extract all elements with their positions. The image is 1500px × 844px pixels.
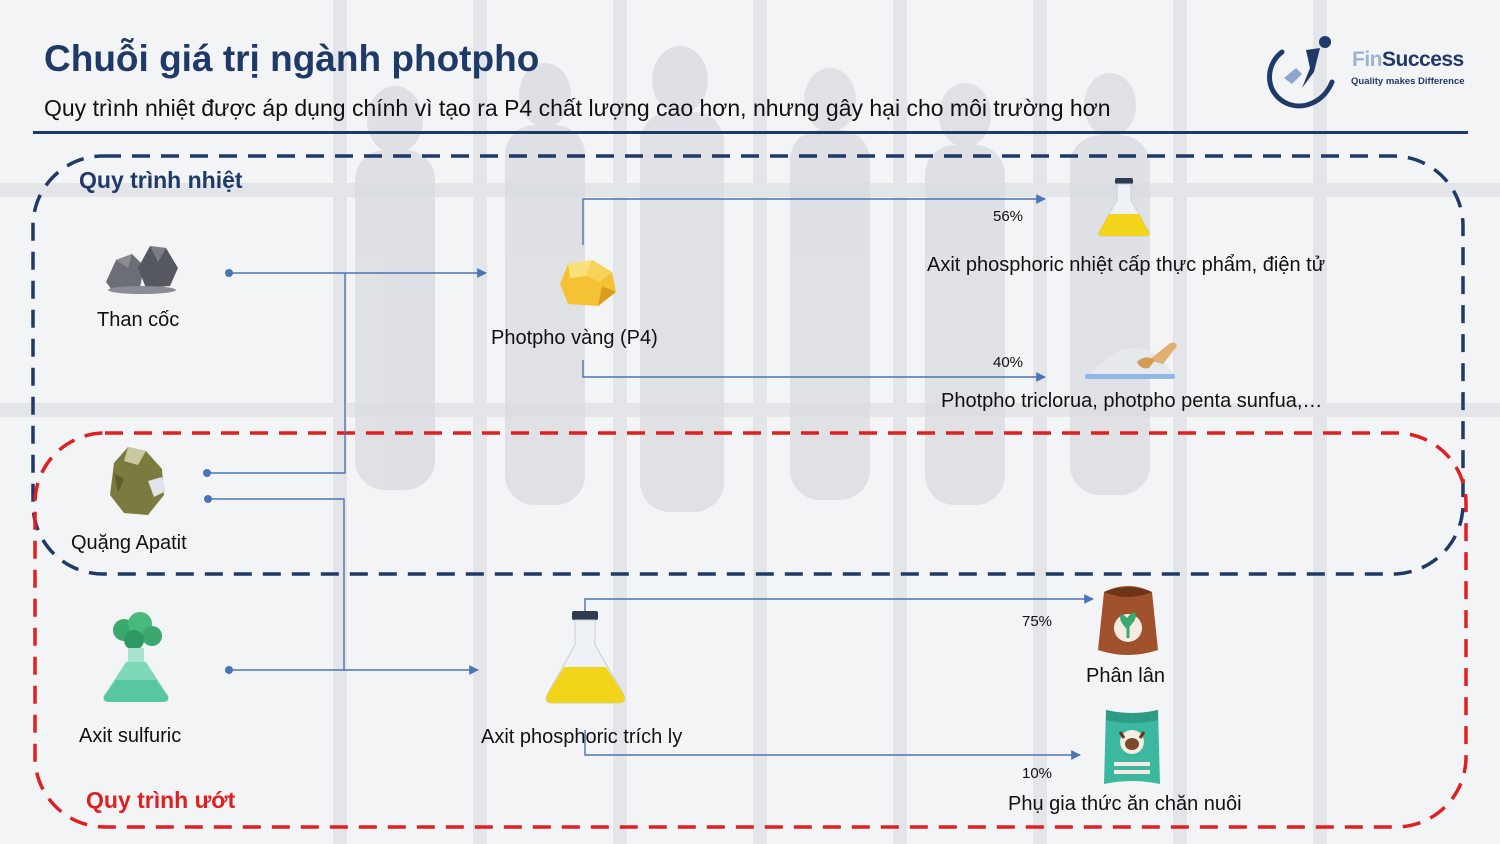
share-chlorides: 40%: [993, 354, 1024, 371]
logo-fin: Fin: [1352, 48, 1382, 71]
connector-p4-chlorides: [583, 360, 1045, 377]
thermal-process-title: Quy trình nhiệt: [79, 167, 243, 193]
logo-success: Success: [1382, 48, 1464, 71]
coal-icon: [102, 238, 182, 294]
share-food-acid: 56%: [993, 208, 1024, 225]
share-feed: 10%: [1022, 765, 1053, 782]
connector-apatite-thermal: [207, 273, 345, 473]
share-fertilizer: 75%: [1022, 613, 1053, 630]
wet-process-border: [35, 433, 1466, 827]
logo-mark-icon: [1262, 34, 1346, 110]
logo-tagline: Quality makes Difference: [1351, 76, 1465, 87]
flask-icon: [544, 611, 628, 705]
dot-coke: [225, 269, 233, 277]
yellow-phosphorus-icon: [552, 256, 620, 310]
input-sulfuric-label: Axit sulfuric: [79, 725, 182, 747]
powder-scoop-icon: [1083, 336, 1183, 384]
output-chlorides-label: Photpho triclorua, photpho penta sunfua,…: [941, 390, 1323, 412]
p4-label: Photpho vàng (P4): [491, 327, 658, 349]
page-title: Chuỗi giá trị ngành photpho: [44, 38, 540, 79]
wet-acid-label: Axit phosphoric trích ly: [481, 726, 683, 748]
connector-p4-food-acid: [583, 199, 1045, 245]
dot-sulfuric: [225, 666, 233, 674]
input-apatite-label: Quặng Apatit: [71, 532, 187, 554]
ore-icon: [104, 443, 168, 519]
dot-apatite-1: [203, 469, 211, 477]
finsuccess-logo: [1262, 34, 1472, 110]
connector-acid-fertilizer: [585, 599, 1093, 612]
dot-apatite-2: [204, 495, 212, 503]
output-food-acid-label: Axit phosphoric nhiệt cấp thực phẩm, điện tử: [927, 254, 1326, 276]
fertilizer-bag-icon: [1092, 580, 1164, 658]
title-divider: [33, 131, 1468, 134]
input-coke-label: Than cốc: [97, 309, 180, 331]
thermal-process-border: [33, 156, 1463, 574]
logo-wordmark: [1352, 48, 1464, 72]
connector-apatite-wet: [208, 499, 344, 670]
flask-icon: [1095, 176, 1153, 238]
acid-flask-icon: [100, 610, 172, 706]
page-subtitle: Quy trình nhiệt được áp dụng chính vì tạo ra P4 chất lượng cao hơn, nhưng gây hại cho môi trường hơn: [44, 95, 1111, 121]
output-feed-label: Phụ gia thức ăn chăn nuôi: [1008, 793, 1242, 815]
feed-bag-icon: [1100, 706, 1164, 788]
output-fertilizer-label: Phân lân: [1086, 665, 1165, 687]
wet-process-title: Quy trình ướt: [86, 787, 236, 813]
